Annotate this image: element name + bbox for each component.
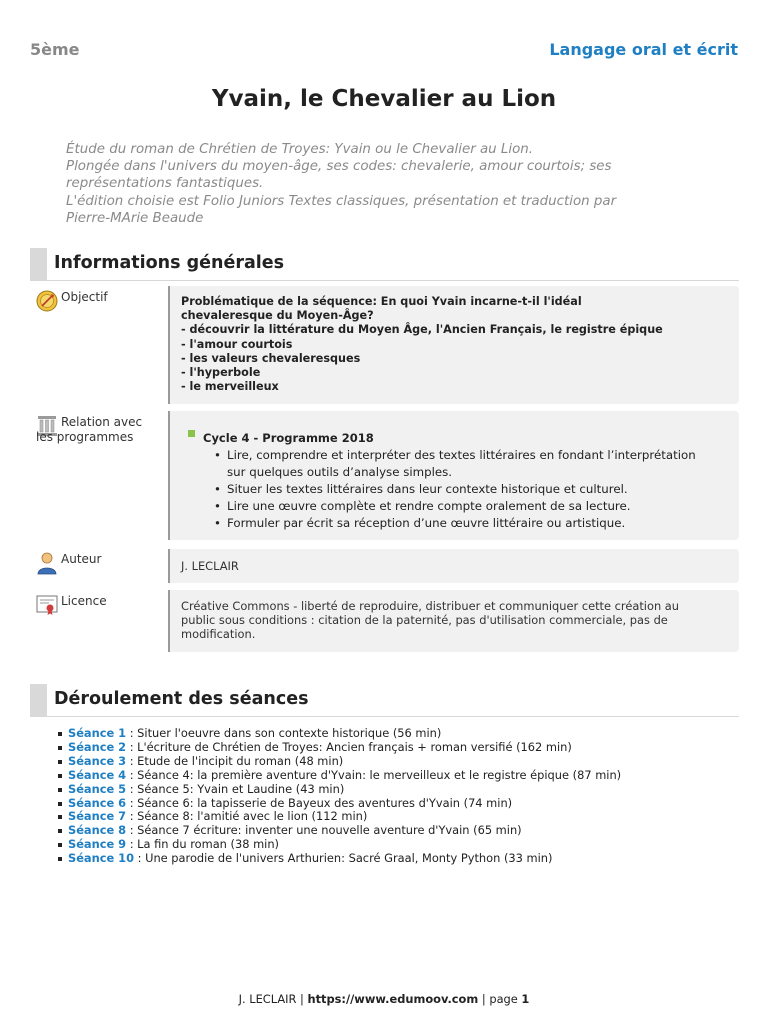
session-link[interactable]: Séance 7 [68,809,127,824]
user-icon [36,551,58,575]
list-item: Séance 10 : Une parodie de l'univers Arthurien: Sacré Graal, Monty Python (33 min) [58,852,621,866]
program-item: • Lire une œuvre complète et rendre compte oralement de sa lecture. [210,498,696,515]
footer-url[interactable]: https://www.edumoov.com [307,992,479,1006]
list-item: Séance 3 : Etude de l'incipit du roman (48 min) [58,755,621,769]
relation-box [168,411,739,540]
session-link[interactable]: Séance 1 [68,726,127,740]
list-item: Séance 9 : La fin du roman (38 min) [58,838,621,852]
objectif-content: Problématique de la séquence: En quoi Yvain incarne-t-il l'idéal chevaleresque du Moyen-Âge? - découvrir la littérature du Moyen Âge, l'Ancien Français, le registre épique - l'amour courtois - les valeurs chevaleresques - l'hyperbole - le merveilleux [181,295,663,394]
session-link[interactable]: Séance 4 [68,767,127,782]
licence-box [168,590,739,652]
program-item: • Formuler par écrit sa réception d’une œuvre littéraire ou artistique. [210,515,696,532]
list-item: Séance 5 : Séance 5: Yvain et Laudine (43 min) [58,783,621,797]
section-heading-general [30,248,739,281]
session-link[interactable]: Séance 2 [68,739,127,754]
page-title: Yvain, le Chevalier au Lion [211,86,557,112]
auteur-box [168,549,739,583]
section-title: Déroulement des séances [54,689,309,709]
licence-content: Créative Commons - liberté de reproduire, distribuer et communiquer cette création au public sous conditions : citation de la paternité, pas d'utilisation commerciale, pas de modification. [181,599,679,641]
list-item: Séance 4 : Séance 4: la première aventure d'Yvain: le merveilleux et le registre épique (87 min) [58,769,621,783]
program-cycle-heading: Cycle 4 - Programme 2018 [188,430,374,445]
session-link[interactable]: Séance 3 [68,753,127,768]
certificate-icon [36,593,58,617]
list-item: Séance 7 : Séance 8: l'amitié avec le lion (112 min) [58,810,621,824]
auteur-value: J. LECLAIR [181,559,239,573]
page-number: 1 [521,992,530,1006]
program-item: • Lire, comprendre et interpréter des textes littéraires en fondant l’interprétation [210,447,696,464]
list-item: Séance 2 : L'écriture de Chrétien de Troyes: Ancien français + roman versifié (162 min) [58,741,621,755]
session-link[interactable]: Séance 9 [68,837,127,852]
objectif-box [168,286,739,404]
list-item: Séance 6 : Séance 6: la tapisserie de Bayeux des aventures d'Yvain (74 min) [58,797,621,811]
session-link[interactable]: Séance 8 [68,823,127,838]
level-label: 5ème [30,40,80,59]
program-item: • Situer les textes littéraires dans leur contexte historique et culturel. [210,481,696,498]
section-bar [30,248,47,280]
intro-line: L'édition choisie est Folio Juniors Textes classiques, présentation et traduction par [66,193,617,209]
list-item: Séance 1 : Situer l'oeuvre dans son contexte historique (56 min) [58,727,621,741]
section-bar [30,684,47,716]
page-footer: J. LECLAIR | https://www.edumoov.com | page 1 [238,992,530,1006]
intro-line: Étude du roman de Chrétien de Troyes: Yvain ou le Chevalier au Lion. [66,142,534,157]
section-heading-sessions [30,684,739,717]
subject-label: Langage oral et écrit [549,40,738,59]
target-icon [36,289,58,313]
list-item: Séance 8 : Séance 7 écriture: inventer une nouvelle aventure d'Yvain (65 min) [58,824,621,838]
session-link[interactable]: Séance 5 [68,781,127,796]
session-link[interactable]: Séance 10 [68,851,135,866]
intro-description [66,141,716,227]
section-title: Informations générales [54,253,285,273]
session-list [58,727,621,866]
session-link[interactable]: Séance 6 [68,795,127,810]
intro-line: représentations fantastiques. [66,176,264,192]
intro-line: Pierre-MArie Beaude [66,210,204,226]
intro-line: Plongée dans l'univers du moyen-âge, ses codes: chevalerie, amour courtois; ses [66,159,612,175]
program-item-continuation: sur quelques outils d’analyse simples. [227,465,453,479]
bullet-square [188,430,195,437]
program-items [210,447,696,532]
